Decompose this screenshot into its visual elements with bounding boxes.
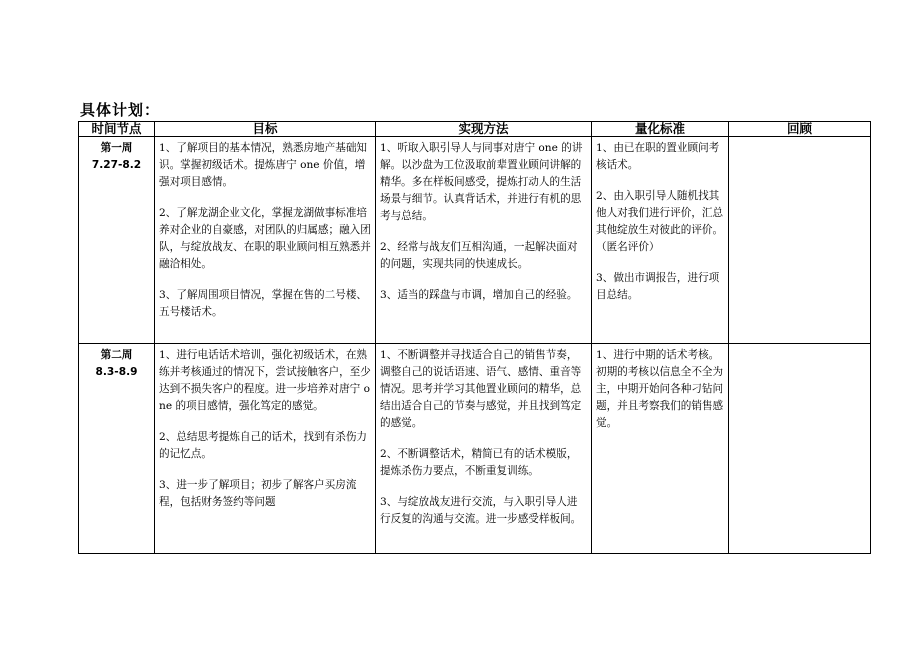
table-row xyxy=(79,344,871,554)
goals-cell xyxy=(155,137,376,344)
methods-cell xyxy=(376,344,592,554)
standards-cell xyxy=(592,344,729,554)
header-period: 时间节点 xyxy=(79,122,155,137)
standard-item: 1、进行中期的话术考核。初期的考核以信息全不全为主，中期开始问各种刁钻问题，并且考察我们的销售感觉。 xyxy=(596,349,724,429)
plan-table xyxy=(78,121,871,554)
table-row xyxy=(79,137,871,344)
method-item: 3、与绽放战友进行交流，与入职引导人进行反复的沟通与交流。进一步感受样板间。 xyxy=(380,496,582,525)
week-label: 第一周 xyxy=(100,142,133,154)
goal-item: 1、进行电话话术培训，强化初级话术，在熟练并考核通过的情况下，尝试接触客户，至少达到不损失客户的程度。进一步培养对唐宁 one 的项目感情，强化笃定的感觉。 xyxy=(159,349,371,412)
week-label: 第二周 xyxy=(100,349,133,361)
goal-item: 3、进一步了解项目；初步了解客户买房流程，包括财务签约等问题 xyxy=(159,479,357,508)
method-item: 2、不断调整话术，精简已有的话术模版，提炼杀伤力要点，不断重复训练。 xyxy=(380,448,578,477)
method-item: 1、听取入职引导人与同事对唐宁 one 的讲解。以沙盘为工位汲取前辈置业顾问讲解的精华。多在样板间感受，提炼打动人的生活场景与细节。认真背话术，并进行有机的思考与总结。 xyxy=(380,142,583,222)
goals-cell xyxy=(155,344,376,554)
goal-item: 2、了解龙湖企业文化，掌握龙湖做事标准培养对企业的自豪感，对团队的归属感；融入团队，与绽放战友、在职的职业顾问相互熟悉并融洽相处。 xyxy=(159,207,371,270)
review-cell xyxy=(729,137,871,344)
header-methods: 实现方法 xyxy=(376,122,592,137)
goal-item: 2、总结思考提炼自己的话术，找到有杀伤力的记忆点。 xyxy=(159,431,368,460)
method-item: 2、经常与战友们互相沟通，一起解决面对的问题，实现共同的快速成长。 xyxy=(380,241,578,270)
header-standards: 量化标准 xyxy=(592,122,729,137)
method-item: 3、适当的踩盘与市调，增加自己的经验。 xyxy=(380,289,578,301)
period-cell xyxy=(79,137,155,344)
goal-item: 1、了解项目的基本情况，熟悉房地产基础知识。掌握初级话术。提炼唐宁 one 价值，增强对项目感情。 xyxy=(159,142,368,188)
standard-item: 3、做出市调报告，进行项目总结。 xyxy=(596,272,720,301)
review-cell xyxy=(729,344,871,554)
standard-item: 2、由入职引导人随机找其他人对我们进行评价，汇总其他绽放生对彼此的评价。（匿名评价） xyxy=(596,190,724,253)
period-cell xyxy=(79,344,155,554)
method-item: 1、不断调整并寻找适合自己的销售节奏，调整自己的说话语速、语气、感情、重音等情况。思考并学习其他置业顾问的精华，总结出适合自己的节奏与感觉，并且找到笃定的感觉。 xyxy=(380,349,582,429)
standards-cell xyxy=(592,137,729,344)
standard-item: 1、由已在职的置业顾问考核话术。 xyxy=(596,142,720,171)
goal-item: 3、了解周围项目情况，掌握在售的二号楼、五号楼话术。 xyxy=(159,289,368,318)
methods-cell xyxy=(376,137,592,344)
page-title: 具体计划： xyxy=(80,101,161,119)
date-range: 8.3-8.9 xyxy=(95,366,138,378)
date-range: 7.27-8.2 xyxy=(91,159,142,171)
header-review: 回顾 xyxy=(729,122,871,137)
header-row xyxy=(79,122,871,137)
header-goals: 目标 xyxy=(155,122,376,137)
